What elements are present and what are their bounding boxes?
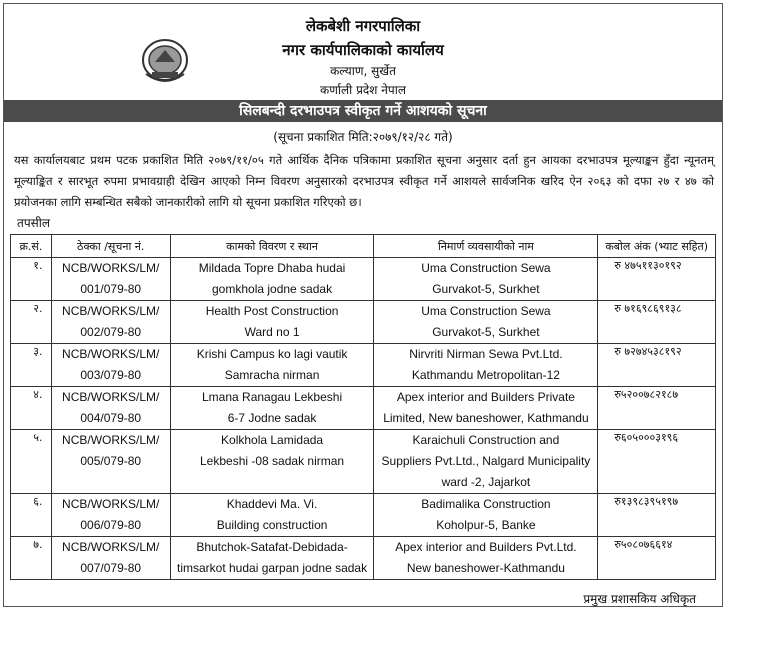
contractor-line: Gurvakot-5, Surkhet xyxy=(432,325,540,339)
table-row xyxy=(11,494,716,537)
contract-line: 002/079-80 xyxy=(80,325,142,339)
work-line: timsarkot hudai garpan jodne sadak xyxy=(176,561,368,575)
municipality-name: लेकबेशी नगरपालिका xyxy=(305,17,421,35)
work-cell xyxy=(170,344,374,387)
work-line: Krishi Campus ko lagi vautik xyxy=(196,347,348,361)
contract-line: NCB/WORKS/LM/ xyxy=(62,261,160,275)
work-line: Kolkhola Lamidada xyxy=(221,433,324,447)
office-address: कल्याण, सुर्खेत xyxy=(330,64,396,78)
contract-line: NCB/WORKS/LM/ xyxy=(62,433,160,447)
work-cell xyxy=(170,430,374,494)
work-line: 6-7 Jodne sadak xyxy=(227,411,317,425)
header-bid-amount: कबोल अंक (भ्याट सहित) xyxy=(598,235,716,258)
contractor-line: Kathmandu Metropolitan-12 xyxy=(411,368,560,382)
contract-line: 004/079-80 xyxy=(80,411,142,425)
contract-line: 005/079-80 xyxy=(80,454,142,468)
contract-cell xyxy=(51,494,170,537)
province-name: कर्णाली प्रदेश नेपाल xyxy=(320,83,406,97)
amount-cell: रु१३९८३९५१९७ xyxy=(598,494,716,537)
contract-cell xyxy=(51,258,170,301)
contractor-line: Badimalika Construction xyxy=(421,497,551,511)
table-row xyxy=(11,537,716,580)
contractor-cell xyxy=(374,258,598,301)
contractor-cell xyxy=(374,344,598,387)
amount-cell: रु ४७५११३०१९२ xyxy=(598,258,716,301)
contract-cell xyxy=(51,387,170,430)
serial-cell: ३. xyxy=(11,344,52,387)
table-row xyxy=(11,301,716,344)
bid-table xyxy=(10,234,716,580)
table-row xyxy=(11,344,716,387)
contract-cell xyxy=(51,301,170,344)
contract-line: NCB/WORKS/LM/ xyxy=(62,497,160,511)
serial-cell: ५. xyxy=(11,430,52,494)
table-row xyxy=(11,387,716,430)
contractor-line: Apex interior and Builders Pvt.Ltd. xyxy=(395,540,577,554)
contractor-line: Suppliers Pvt.Ltd., Nalgard Municipality xyxy=(381,454,591,468)
contractor-line: Apex interior and Builders Private xyxy=(396,390,575,404)
serial-cell: ४. xyxy=(11,387,52,430)
amount-cell: रु५०८०७६६१४ xyxy=(598,537,716,580)
table-header-row xyxy=(11,235,716,258)
work-line: Lmana Ranagau Lekbeshi xyxy=(202,390,343,404)
work-cell xyxy=(170,258,374,301)
work-line: Ward no 1 xyxy=(244,325,300,339)
notice-body: यस कार्यालयबाट प्रथम पटक प्रकाशित मिति २०७९/११/०५ गते आर्थिक दैनिक पत्रिकामा प्रकाशित सूचना अनुसार दर्ता हुन आयका दरभाउपत्र मूल्याङ्कन हुँदा न्यूनतम् मूल्याङ्कित र सारभूत रुपमा प्रभावग्राही देखिन आएको निम्न विवरण अनुसारको दरभाउपत्र स्वीकृत गर्ने आशयले सार्वजनिक खरिद ऐन २०६३ को दफा २७ र ४७ को प्रयोजनका लागि सम्बन्धित सबैको जानकारीको लागि यो सूचना प्रकाशित गरिएको छ। xyxy=(14,153,714,209)
notice-title: सिलबन्दी दरभाउपत्र स्वीकृत गर्ने आशयको सूचना xyxy=(4,100,722,122)
contractor-cell xyxy=(374,494,598,537)
work-cell xyxy=(170,537,374,580)
contractor-line: Gurvakot-5, Surkhet xyxy=(432,282,540,296)
work-line: Building construction xyxy=(216,518,328,532)
contractor-cell xyxy=(374,387,598,430)
serial-cell: २. xyxy=(11,301,52,344)
office-name: नगर कार्यपालिकाको कार्यालय xyxy=(282,41,444,59)
contractor-cell xyxy=(374,301,598,344)
contractor-line: Karaichuli Construction and xyxy=(412,433,560,447)
work-line: Samracha nirman xyxy=(224,368,320,382)
amount-cell: रु ७१६९८६९१३८ xyxy=(598,301,716,344)
notice-frame xyxy=(3,3,723,607)
serial-cell: ६. xyxy=(11,494,52,537)
table-row xyxy=(11,258,716,301)
work-cell xyxy=(170,387,374,430)
work-line: Mildada Topre Dhaba hudai xyxy=(198,261,346,275)
contract-line: NCB/WORKS/LM/ xyxy=(62,390,160,404)
header-contractor: निमार्ण व्यवसायीको नाम xyxy=(374,235,598,258)
header-work-description: कामको विवरण र स्थान xyxy=(170,235,374,258)
signature-title: प्रमुख प्रशासकिय अधिकृत xyxy=(583,592,696,606)
contract-line: 007/079-80 xyxy=(80,561,142,575)
serial-cell: १. xyxy=(11,258,52,301)
serial-cell: ७. xyxy=(11,537,52,580)
contractor-cell xyxy=(374,430,598,494)
contract-cell xyxy=(51,430,170,494)
contract-line: 003/079-80 xyxy=(80,368,142,382)
contract-cell xyxy=(51,537,170,580)
work-line: Khaddevi Ma. Vi. xyxy=(226,497,318,511)
contract-line: 001/079-80 xyxy=(80,282,142,296)
amount-cell: रु ७२७४५३८१९२ xyxy=(598,344,716,387)
contract-line: 006/079-80 xyxy=(80,518,142,532)
work-cell xyxy=(170,301,374,344)
work-line: Bhutchok-Satafat-Debidada- xyxy=(196,540,348,554)
work-line: Health Post Construction xyxy=(205,304,339,318)
work-line: Lekbeshi -08 sadak nirman xyxy=(200,454,345,468)
work-cell xyxy=(170,494,374,537)
amount-cell: रु५२००७८२१८७ xyxy=(598,387,716,430)
work-line: gomkhola jodne sadak xyxy=(212,282,333,296)
contractor-line: ward -2, Jajarkot xyxy=(441,475,531,489)
header-contract-no: ठेक्का /सूचना नं. xyxy=(51,235,170,258)
details-label: तपसील xyxy=(17,216,51,230)
contract-line: NCB/WORKS/LM/ xyxy=(62,540,160,554)
published-date: (सूचना प्रकाशित मिति:२०७९/१२/२८ गते) xyxy=(273,130,453,144)
amount-cell: रु६०५०००३१९६ xyxy=(598,430,716,494)
contract-line: NCB/WORKS/LM/ xyxy=(62,347,160,361)
header-serial: क्र.सं. xyxy=(11,235,52,258)
contractor-cell xyxy=(374,537,598,580)
table-row xyxy=(11,430,716,494)
contractor-line: Koholpur-5, Banke xyxy=(436,518,536,532)
contract-line: NCB/WORKS/LM/ xyxy=(62,304,160,318)
contractor-line: New baneshower-Kathmandu xyxy=(406,561,565,575)
contractor-line: Uma Construction Sewa xyxy=(421,261,551,275)
contractor-line: Nirvriti Nirman Sewa Pvt.Ltd. xyxy=(409,347,563,361)
contract-cell xyxy=(51,344,170,387)
contractor-line: Uma Construction Sewa xyxy=(421,304,551,318)
contractor-line: Limited, New baneshower, Kathmandu xyxy=(383,411,589,425)
